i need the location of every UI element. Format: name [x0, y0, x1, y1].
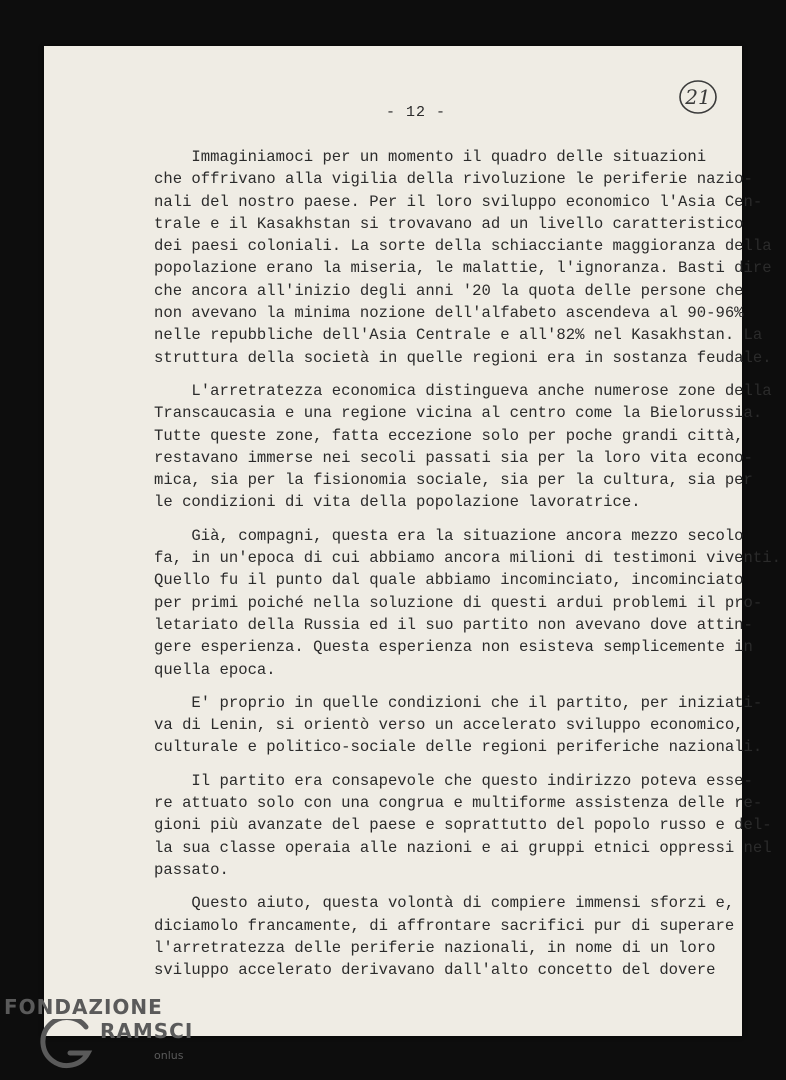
text-line: re attuato solo con una congrua e multiforme assistenza delle re-	[154, 794, 763, 813]
text-line: l'arretratezza delle periferie nazionali, in nome di un loro	[154, 938, 716, 957]
text-line: E' proprio in quelle condizioni che il partito, per iniziati-	[154, 693, 763, 712]
text-line: popolazione erano la miseria, le malattie, l'ignoranza. Basti dire	[154, 259, 772, 278]
logo-onlus: onlus	[154, 1049, 184, 1062]
typed-text-body	[154, 146, 781, 992]
text-line: nelle repubbliche dell'Asia Centrale e all'82% nel Kasakhstan. La	[154, 326, 763, 345]
paragraph	[154, 770, 772, 881]
folio-number-stamp	[678, 79, 718, 115]
text-line: fa, in un'epoca di cui abbiamo ancora milioni di testimoni viventi.	[154, 549, 781, 568]
paragraph	[154, 146, 772, 369]
text-line: per primi poiché nella soluzione di questi ardui problemi il pro-	[154, 593, 763, 612]
text-line: che offrivano alla vigilia della rivoluzione le periferie nazio-	[154, 170, 753, 189]
text-line: struttura della società in quelle regioni era in sostanza feudale.	[154, 348, 772, 367]
text-line: Già, compagni, questa era la situazione ancora mezzo secolo	[154, 526, 744, 545]
text-line: gioni più avanzate del paese e soprattutto del popolo russo e del-	[154, 816, 772, 835]
text-line: sviluppo accelerato derivavano dall'alto concetto del dovere	[154, 961, 716, 980]
text-line: quella epoca.	[154, 660, 276, 679]
text-line: restavano immerse nei secoli passati sia per la loro vita econo-	[154, 448, 753, 467]
text-line: Il partito era consapevole che questo indirizzo poteva esse-	[154, 771, 753, 790]
paragraph	[154, 525, 781, 681]
text-line: le condizioni di vita della popolazione lavoratrice.	[154, 493, 641, 512]
text-line: diciamolo francamente, di affrontare sacrifici pur di superare	[154, 916, 735, 935]
logo-text-line1: FONDAZIONE	[4, 995, 163, 1019]
text-line: Tutte queste zone, fatta eccezione solo per poche grandi città,	[154, 426, 744, 445]
text-line: culturale e politico-sociale delle regioni periferiche nazionali.	[154, 738, 763, 757]
text-line: non avevano la minima nozione dell'alfabeto ascendeva al 90-96%	[154, 304, 744, 323]
paragraph	[154, 892, 744, 981]
text-line: che ancora all'inizio degli anni '20 la quota delle persone che	[154, 281, 744, 300]
folio-number: 21	[685, 85, 711, 109]
text-line: passato.	[154, 860, 229, 879]
paragraph	[154, 380, 772, 514]
text-line: nali del nostro paese. Per il loro sviluppo economico l'Asia Cen-	[154, 192, 763, 211]
text-line: Immaginiamoci per un momento il quadro delle situazioni	[154, 148, 707, 166]
text-line: mica, sia per la fisionomia sociale, sia per la cultura, sia per	[154, 471, 753, 490]
text-line: Transcaucasia e una regione vicina al centro come la Bielorussia.	[154, 404, 763, 423]
text-line: Questo aiuto, questa volontà di compiere immensi sforzi e,	[154, 894, 735, 913]
text-line: Quello fu il punto dal quale abbiamo incominciato, incominciato	[154, 571, 744, 590]
text-line: va di Lenin, si orientò verso un accelerato sviluppo economico,	[154, 716, 744, 735]
paragraph	[154, 692, 763, 759]
text-line: dei paesi coloniali. La sorte della schiacciante maggioranza della	[154, 237, 772, 256]
page-number: - 12 -	[386, 104, 447, 121]
fondazione-gramsci-logo	[4, 995, 194, 1075]
text-line: trale e il Kasakhstan si trovavano ad un livello caratteristico	[154, 214, 744, 233]
text-line: la sua classe operaia alle nazioni e ai gruppi etnici oppressi nel	[154, 838, 772, 857]
text-line: letariato della Russia ed il suo partito non avevano dove attin-	[154, 615, 753, 634]
text-line: L'arretratezza economica distingueva anche numerose zone della	[154, 381, 772, 400]
gramsci-g-logo-icon	[34, 1019, 94, 1071]
logo-text-line2: RAMSCI	[100, 1019, 194, 1043]
text-line: gere esperienza. Questa esperienza non esisteva semplicemente in	[154, 638, 753, 657]
